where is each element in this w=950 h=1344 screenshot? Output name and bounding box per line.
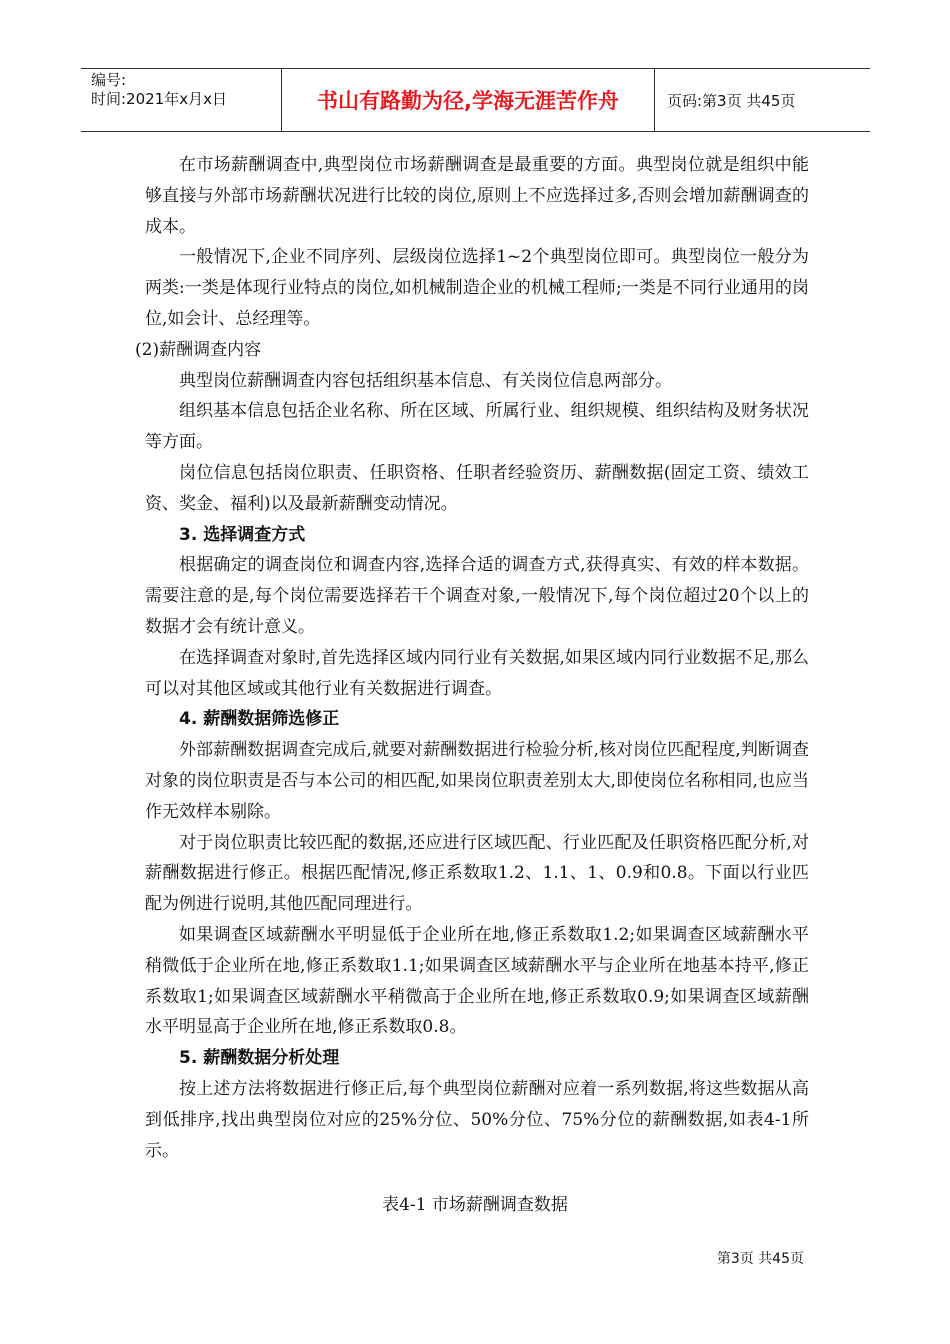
table-caption: 表4-1 市场薪酬调查数据	[382, 1195, 568, 1215]
section-heading: 4. 薪酬数据筛选修正	[179, 709, 340, 730]
header-page-number: 页码:第3页 共45页	[667, 91, 796, 110]
document-date-label: 时间:2021年x月x日	[91, 90, 227, 108]
paragraph: 典型岗位薪酬调查内容包括组织基本信息、有关岗位信息两部分。	[179, 370, 672, 391]
section-heading: 3. 选择调查方式	[179, 524, 306, 545]
paragraph: 在市场薪酬调查中,典型岗位市场薪酬调查是最重要的方面。典型岗位就是组织中能够直接与外部市场薪酬状况进行比较的岗位,原则上不应选择过多,否则会增加薪酬调查的成本。	[145, 155, 809, 237]
paragraph: 根据确定的调查岗位和调查内容,选择合适的调查方式,获得真实、有效的样本数据。需要注意的是,每个岗位需要选择若干个调查对象,一般情况下,每个岗位超过20个以上的数据才会有统计意义。	[145, 555, 809, 637]
paragraph: 按上述方法将数据进行修正后,每个典型岗位薪酬对应着一系列数据,将这些数据从高到低排序,找出典型岗位对应的25%分位、50%分位、75%分位的薪酬数据,如表4-1所示。	[145, 1078, 809, 1161]
subsection-heading: (2)薪酬调查内容	[135, 339, 262, 360]
paragraph: 组织基本信息包括企业名称、所在区域、所属行业、组织规模、组织结构及财务状况等方面。	[145, 401, 809, 453]
page-footer: 第3页 共45页	[716, 1251, 804, 1267]
paragraph: 一般情况下,企业不同序列、层级岗位选择1~2个典型岗位即可。典型岗位一般分为两类:一类是体现行业特点的岗位,如机械制造企业的机械工程师;一类是不同行业通用的岗位,如会计、总经理等。	[145, 247, 809, 329]
section-heading: 5. 薪酬数据分析处理	[179, 1048, 340, 1069]
paragraph: 外部薪酬数据调查完成后,就要对薪酬数据进行检验分析,核对岗位匹配程度,判断调查对象的岗位职责是否与本公司的相匹配,如果岗位职责差别太大,即使岗位名称相同,也应当作无效样本剔除。	[145, 740, 809, 822]
page-header	[81, 68, 870, 132]
header-motto: 书山有路勤为径,学海无涯苦作舟	[281, 69, 655, 131]
paragraph: 对于岗位职责比较匹配的数据,还应进行区域匹配、行业匹配及任职资格匹配分析,对薪酬数据进行修正。根据匹配情况,修正系数取1.2、1.1、1、0.9和0.8。下面以行业匹配为例进行说明,其他匹配同理进行。	[145, 832, 809, 915]
paragraph: 在选择调查对象时,首先选择区域内同行业有关数据,如果区域内同行业数据不足,那么可以对其他区域或其他行业有关数据进行调查。	[145, 647, 809, 699]
paragraph: 如果调查区域薪酬水平明显低于企业所在地,修正系数取1.2;如果调查区域薪酬水平稍微低于企业所在地,修正系数取1.1;如果调查区域薪酬水平与企业所在地基本持平,修正系数取1;如果调查区域薪酬水平稍微高于企业所在地,修正系数取0.9;如果调查区域薪酬水平明显高于企业所在地,修正系数取0.8。	[145, 924, 809, 1038]
header-meta	[81, 69, 281, 131]
document-number-label: 编号:	[91, 71, 127, 89]
document-body	[135, 150, 809, 1166]
paragraph: 岗位信息包括岗位职责、任职资格、任职者经验资历、薪酬数据(固定工资、绩效工资、奖金、福利)以及最新薪酬变动情况。	[145, 462, 809, 514]
